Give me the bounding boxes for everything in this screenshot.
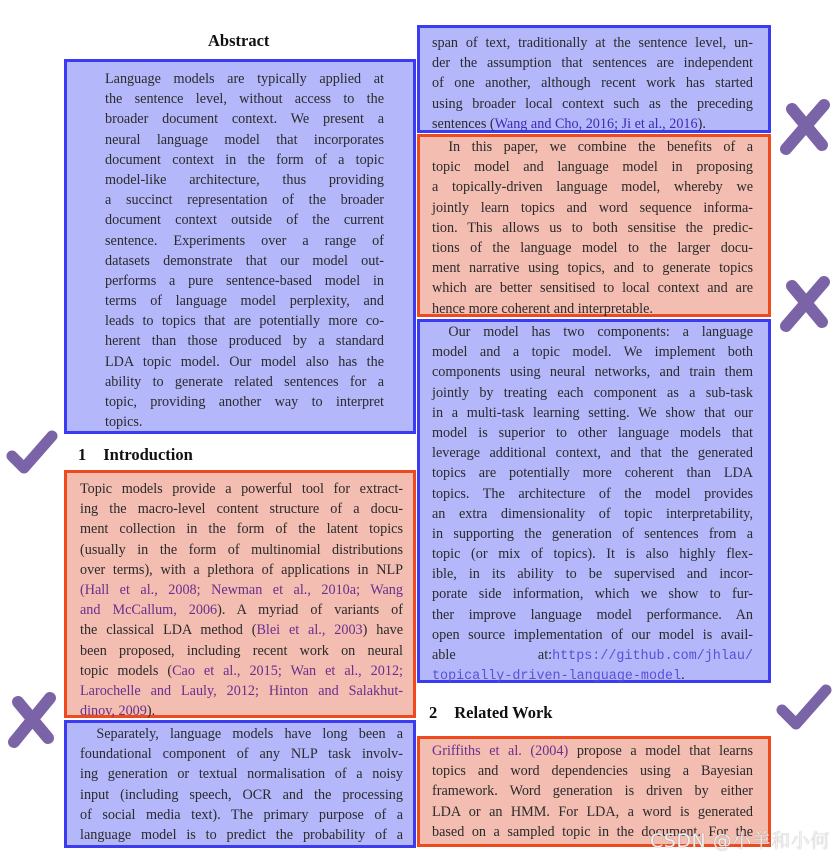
abstract-box xyxy=(64,59,416,434)
text-line: performs a pure sentence-based model in xyxy=(105,272,384,289)
intro-p4-text xyxy=(432,322,753,685)
text-line: leads to topics that are potentially more co- xyxy=(105,313,384,330)
intro-paragraph-2 xyxy=(64,720,416,848)
watermark: CSDN @小羊和小何 xyxy=(650,830,830,852)
text-line: model and a topic model. We implement both xyxy=(432,344,753,361)
text-span: ). xyxy=(146,703,156,720)
text-line: over terms), with a plethora of applications in NLP xyxy=(80,561,403,578)
text-line: a topically-driven language model, whereby we xyxy=(432,179,753,196)
text-line xyxy=(432,665,753,685)
cross-icon xyxy=(778,272,834,334)
text-line xyxy=(432,114,753,134)
intro-paragraph-2-continued xyxy=(417,25,771,133)
text-line: components using neural networks, and train them xyxy=(432,364,753,381)
text-line: in a multi-task learning setting. We show that our xyxy=(432,404,753,421)
text-line: porate side information, which we show to fur- xyxy=(432,586,753,603)
text-line: based on a sampled topic in the document. For the xyxy=(432,823,753,840)
intro-p3-text xyxy=(432,137,753,319)
text-span: propose a model that learns xyxy=(568,743,754,759)
cross-icon xyxy=(778,95,834,157)
text-line: herent than those produced by a standard xyxy=(105,333,384,350)
section-title: Introduction xyxy=(103,445,193,464)
text-line: topics. The architecture of the model provides xyxy=(432,485,753,502)
section-heading-introduction xyxy=(78,445,193,465)
text-line: tion. This allows us to both sensitise the predic- xyxy=(432,219,753,236)
text-line: a succinct representation of the broader xyxy=(105,192,384,209)
text-line: using broader local context such as the preceding xyxy=(432,95,753,112)
text-line: der the assumption that sentences are independent xyxy=(432,55,753,72)
text-line xyxy=(80,661,403,681)
citation[interactable]: dinov, 2009 xyxy=(80,703,147,720)
text-span: ). A myriad of variants of xyxy=(217,602,403,619)
text-line xyxy=(80,701,403,721)
text-line: In this paper, we combine the benefits of a xyxy=(448,139,753,155)
text-line: broader document context. We present a xyxy=(105,111,384,128)
text-line: foundational component of any NLP task involv- xyxy=(80,746,403,763)
text-line: Topic models provide a powerful tool for extract- xyxy=(80,481,403,497)
intro-paragraph-4 xyxy=(417,319,771,683)
text-line: datasets demonstrate that our model out- xyxy=(105,252,384,269)
intro-paragraph-3 xyxy=(417,134,771,317)
text-line: document context in the form of a topic xyxy=(105,151,384,168)
text-span: the classical LDA method ( xyxy=(80,622,257,639)
text-line: input (including speech, OCR and the processing xyxy=(80,786,403,803)
github-link-continued[interactable]: topically-driven-language-model xyxy=(432,669,682,685)
check-icon xyxy=(4,428,60,478)
text-line: framework. Word generation is driven by either xyxy=(432,783,753,800)
text-line: an extra dimensionality of topic interpretability, xyxy=(432,505,753,522)
text-line: jointly learn topics and word sequence informa- xyxy=(432,199,753,216)
text-line: ment collection in the form of the latent topics xyxy=(80,521,403,538)
section-title: Related Work xyxy=(454,703,553,722)
text-span: ). xyxy=(697,115,706,132)
text-line: topics are potentially more coherent than LDA xyxy=(432,465,753,482)
intro-p1-text xyxy=(80,479,403,721)
abstract-text xyxy=(105,69,384,432)
text-line: ther improve language model performance. An xyxy=(432,606,753,623)
abstract-heading: Abstract xyxy=(208,31,270,50)
citation[interactable]: (Hall et al., 2008; Newman et al., 2010a; Wang xyxy=(80,581,403,598)
text-line: Separately, language models have long been a xyxy=(96,726,403,742)
text-line xyxy=(80,620,403,640)
text-span: topic models ( xyxy=(80,662,173,679)
text-line: terms of language model perplexity, and xyxy=(105,293,384,310)
text-line: LDA or an HMM. For LDA, a word is generated xyxy=(432,803,753,820)
text-line: topic, providing another way to interpret xyxy=(105,394,384,410)
section-number: 1 xyxy=(78,445,87,464)
text-line xyxy=(432,645,753,665)
text-line: of one another, although recent work has started xyxy=(432,75,753,92)
citation[interactable]: Griffiths et al. (2004) xyxy=(432,743,569,759)
text-line: in supporting the generation of sentences from a xyxy=(432,525,753,542)
text-line: topic model and language model in proposing xyxy=(432,159,753,176)
citation[interactable]: Larochelle and Lauly, 2012; Hinton and Salakhut- xyxy=(80,682,403,699)
text-line: leverage additional context, and that the generated xyxy=(432,445,753,462)
text-line: Language models are typically applied at xyxy=(105,71,384,87)
text-line xyxy=(432,741,753,761)
text-span: ) have xyxy=(362,622,404,639)
intro-p2-cont-text xyxy=(432,33,753,134)
text-span: sentences ( xyxy=(432,115,495,132)
text-line xyxy=(80,580,403,600)
text-line: been proposed, including recent work on neural xyxy=(80,642,403,659)
text-line: topic (or mix of topics). It is also highly flex- xyxy=(432,546,753,563)
text-line: hence more coherent and interpretable. xyxy=(432,300,653,317)
text-line: topics. xyxy=(105,414,143,431)
github-link[interactable]: https://github.com/jhlau/ xyxy=(552,649,753,664)
text-line: ing generation or textual normalisation of a noisy xyxy=(80,766,403,783)
citation[interactable]: Cao et al., 2015; Wan et al., 2012; xyxy=(172,662,403,679)
text-line: Our model has two components: a language xyxy=(448,324,753,340)
citation[interactable]: and McCallum, 2006 xyxy=(80,602,218,619)
text-line: ability to generate related sentences for a xyxy=(105,373,384,390)
intro-p2-text xyxy=(80,724,403,845)
citation[interactable]: Blei et al., 2003 xyxy=(256,622,363,639)
text-line: jointly by treating each component as a sub-task xyxy=(432,384,753,401)
text-line: which are better sensitised to local context and are xyxy=(432,280,753,297)
text-line: ing the macro-level content structure of a docu- xyxy=(80,501,403,518)
text-line: model-like architecture, thus providing xyxy=(105,171,384,188)
text-line: language model is to predict the probability of a xyxy=(80,826,403,843)
text-line: model is superior to other language models that xyxy=(432,424,753,441)
text-line: open source implementation of our model is avail- xyxy=(432,626,753,643)
text-line xyxy=(80,681,403,701)
text-line: LDA topic model. Our model also has the xyxy=(105,353,384,370)
text-span: . xyxy=(681,667,685,684)
intro-paragraph-1 xyxy=(64,470,416,718)
text-line: neural language model that incorporates xyxy=(105,131,384,148)
cross-icon xyxy=(4,688,60,750)
text-line: span of text, traditionally at the sentence level, un- xyxy=(432,35,753,51)
text-line: of social media text). The primary purpose of a xyxy=(80,806,403,823)
text-line: (usually in the form of multinomial distributions xyxy=(80,541,403,558)
text-line: ible, in its ability to be supervised and incor- xyxy=(432,566,753,583)
text-line: ment narrative using topics, and to generate topics xyxy=(432,260,753,277)
text-line: tions of the language model to the larger docu- xyxy=(432,239,753,256)
text-line: the sentence level, without access to the xyxy=(105,91,384,108)
text-line xyxy=(80,600,403,620)
text-line: topics and word dependencies using a Bayesian xyxy=(432,763,753,780)
text-span: able at: xyxy=(432,647,553,663)
text-line: sentence. Experiments over a range of xyxy=(105,232,384,249)
check-icon xyxy=(774,680,834,736)
citation[interactable]: Wang and Cho, 2016; Ji et al., 2016 xyxy=(494,115,698,132)
section-heading-related-work xyxy=(429,703,553,723)
text-line: document context outside of the current xyxy=(105,212,384,229)
section-number: 2 xyxy=(429,703,438,722)
